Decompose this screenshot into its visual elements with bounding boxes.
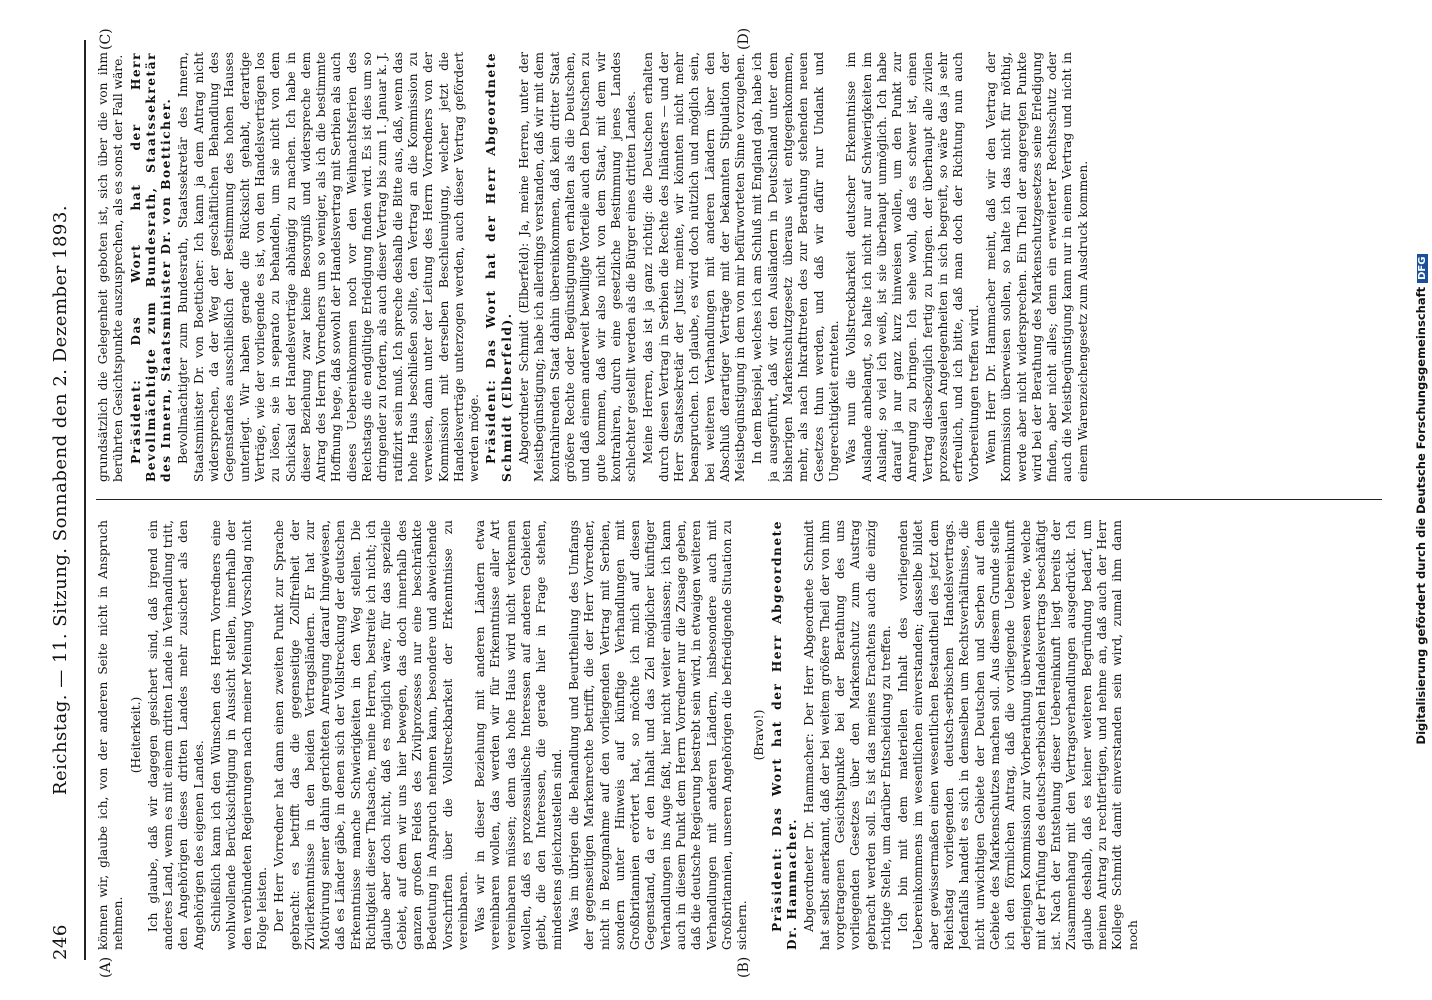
paragraph: Was wir in dieser Beziehung mit anderen Ländern etwa vereinbaren wollen, das werden wir für Erkenntnisse aller Art vereinbaren müssen; denn das hohe Haus wird nicht verkennen wollen, daß es prozessualische Interessen auf anderen Gebieten giebt, die den Interessen, die gerade hier in Frage stehen, mindestens gleichzustellen sind.: [473, 520, 564, 950]
running-head: [50, 40, 76, 960]
digitization-note: [1410, 8, 1432, 992]
paragraph: grundsätzlich die Gelegenheit geboten ist, sich über die von ihm berührten Gesichtspunkte auszusprechen, als es sonst der Fall wäre.: [96, 52, 126, 482]
speaker-announcement: Präsident: Das Wort hat der Herr Bevollmächtigte zum Bundesrath, Staatssekretär des Innern, Staatsminister Dr. von Boetticher.: [128, 52, 174, 482]
speech-paragraph: Ich bin mit dem materiellen Inhalt des vorliegenden Uebereinkommens im wesentlichen einverstanden; dasselbe bildet aber gewissermaßen einen wesentlichen Bestandtheil des jetzt dem Reichstag vorliegenden deutsch-serbischen Handelsvertrags. Jedenfalls handelt es sich in demselben um Rechtsverhältnisse, die nicht unwichtigen Gebiete der Deutschen und Serben auf dem Gebiete des Markenschutzes machen soll. Aus diesem Grunde stelle ich den förmlichen Antrag, daß die vorliegende Uebereinkunft derjenigen Kommission zur Vorberathung überwiesen werde, welche mit der Prüfung des deutsch-serbischen Handelsvertrags beschäftigt ist. Nach der Entstehung dieser Uebereinkunft liegt bereits der Zusammenhang mit den Vertragsverhandlungen ausgedrückt. Ich glaube deshalb, daß es keiner weiteren Begründung bedarf, um meinen Antrag zu rechtfertigen, und nehme an, daß auch der Herr Kollege Schmidt damit einverstanden sein wird, zumal ihm dann noch: [896, 520, 1140, 950]
header-rule: [84, 40, 86, 960]
right-column: [96, 52, 1382, 482]
paragraph: Was im übrigen die Behandlung und Beurtheilung des Umfangs der gegenseitigen Markenrechte betrifft, die der Herr Vorredner, nicht in Bezugnahme auf den vorliegenden Vertrag mit Serbien, sondern unter Hinweis auf künftige Verhandlungen mit Großbritannien erörtert hat, so möchte ich mich auf diesen Gegenstand, da er den Inhalt und das Ziel möglicher künftiger Verhandlungen ins Auge faßt, hier nicht weiter einlassen; ich kann auch in diesem Punkt dem Herrn Vorredner nur die Zusage geben, daß die deutsche Regierung bestrebt sein wird, in etwaigen weiteren Verhandlungen mit anderen Ländern, insbesondere auch mit Großbritannien, unseren Angehörigen die befriedigende Situation zu sichern.: [566, 520, 750, 950]
page-header-title: Reichstag. — 11. Sitzung. Sonnabend den 2. Dezember 1893.: [50, 204, 71, 796]
speaker-announcement: Präsident: Das Wort hat der Herr Abgeordnete Dr. Hammacher.: [769, 520, 800, 950]
interjection: (Bravo!): [752, 709, 767, 761]
paragraph: können wir, glaube ich, von der anderen Seite nicht in Anspruch nehmen.: [96, 520, 126, 950]
margin-mark-d: (D): [736, 27, 752, 50]
speech-paragraph: Was nun die Vollstreckbarkeit deutscher Erkenntnisse im Auslande anbelangt, so halte ich nicht nur auf Schwierigkeiten im Ausland; so viel ich weiß, ist sie überhaupt unmöglich. Ich habe darauf ja nur ganz kurz hinweisen wollen, um den Punkt zur Anregung zu bringen. Ich sehe wohl, daß es schwer ist, einen Vertrag diesbezüglich fertig zu bringen. der überhaupt alle zivilen prozessualen Angelegenheiten in sich begreift, so wäre das ja sehr erfreulich, und ich bitte, daß man doch der Richtung nun auch Vorbereitungen treffen wird.: [844, 52, 981, 482]
paragraph: Schließlich kann ich den Wünschen des Herrn Vorredners eine wohlwollende Berücksichtigung in Aussicht stellen, innerhalb der den verbündeten Regierungen nach meiner Meinung Vorschlag nicht Folge leisten.: [209, 520, 269, 950]
digitization-note-text: Digitalisierung gefördert durch die Deutsche Forschungsgemeinschaft: [1414, 286, 1428, 745]
column-divider: [96, 499, 1382, 500]
speech-paragraph: Meine Herren, das ist ja ganz richtig: die Deutschen erhalten durch diesen Vertrag in Serbien die Rechte des Inländers — und der Herr Staatssekretär der Justiz meinte, wir könnten nicht mehr beanspruchen. Ich glaube, es wird doch nützlich und möglich sein, bei weiteren Verhandlungen mit anderen Ländern über den Abschluß derartiger Verträge mit der bekannten Stipulation der Meistbegünstigung in dem von mir befürworteten Sinne vorzugehen.: [641, 52, 748, 482]
paragraph: Ich glaube, daß wir dagegen gesichert sind, daß irgend ein anderes Land, wenn es mit einem dritten Lande in Verhandlung tritt, den Angehörigen dieses dritten Landes mehr zusichert als den Angehörigen des eigenen Landes.: [145, 520, 206, 950]
margin-mark-c: (C): [98, 28, 114, 50]
margin-mark-a: (A): [98, 956, 114, 978]
interjection: (Heiterkeit.): [128, 696, 143, 774]
page-number: 246: [50, 924, 71, 960]
scanned-page: [36, 20, 1396, 980]
dfg-logo: DFG: [1417, 254, 1428, 283]
margin-mark-b: (B): [736, 956, 752, 978]
paragraph: Der Herr Vorredner hat dann einen zweiten Punkt zur Sprache gebracht: es betrifft das die gegenseitige Zollfreiheit der Zivilerkenntnisse in den beiden Vertragsländern. Er hat zur Motivirung seiner dahin gerichteten Anregung darauf hingewiesen, daß es Länder gäbe, in denen sich der Vollstreckung der deutschen Erkenntnisse manche Schwierigkeiten in den Weg stellen. Die Richtigkeit dieser Thatsache, meine Herren, bestreite ich nicht; ich glaube aber doch nicht, daß es möglich wäre, für das spezielle Gebiet, auf dem wir uns hier bewegen, das doch innerhalb des ganzen großen Feldes des Zivilprozesses nur eine beschränkte Bedeutung in Anspruch nehmen kann, besondere und abweichende Vorschriften über die Vollstreckbarkeit der Erkenntnisse zu vereinbaren.: [272, 520, 470, 950]
speech-paragraph: In dem Beispiel, welches ich am Schluß mit England gab, habe ich ja ausgeführt, daß wir den Ausländern in Deutschland unter dem bisherigen Markenschutzgesetz überaus weit entgegenkommen, mehr, als nach Inkrafttreten des zur Berathung stehenden neuen Gesetzes thun werden, und daß wir dafür nur Undank und Ungerechtigkeit ernteten.: [750, 52, 841, 482]
speech-paragraph: Abgeordneter Schmidt (Elberfeld): Ja, meine Herren, unter der Meistbegünstigung; habe ich allerdings verstanden, daß wir mit dem kontrahirenden Staat dahin übereinkommen, daß kein dritter Staat größere Rechte oder Begünstigungen erhalten als die Deutschen, und daß einem anderweit bewilligte Vorteile auch den Deutschen zu gute kommen, daß wir also nicht von dem Staat, mit dem wir kontrahiren, durch eine gesetzliche Bestimmung jenes Landes schlechter gestellt werden als die Bürger eines dritten Landes.: [517, 52, 639, 482]
left-column: [96, 520, 1382, 950]
speaker-announcement: Präsident: Das Wort hat der Herr Abgeordnete Schmidt (Elberfeld).: [484, 52, 514, 482]
speech-paragraph: Abgeordneter Dr. Hammacher: Der Herr Abgeordnete Schmidt hat selbst anerkannt, daß der bei weitem größere Theil der von ihm vorgetragenen Gesichtspunkte bei der Berathung des uns vorliegenden Gesetzes über den Markenschutz zum Austrag gebracht werden soll. Es ist das meines Erachtens auch die einzig richtige Stelle, um darüber Entscheidung zu treffen.: [802, 520, 893, 950]
speech-paragraph: Bevollmächtigter zum Bundesrath, Staatssekretär des Innern, Staatsminister Dr. von Boetticher: Ich kann ja dem Antrag nicht widersprechen, da der Weg der geschäftlichen Behandlung des Gegenstandes ausschließlich der Bestimmung des hohen Hauses unterliegt. Wir haben gerade die Rücksicht gehabt, derartige Verträge, wie der vorliegende es ist, von den Handelsverträgen los zu lösen, sie in separato zu behandeln, um sie nicht von dem Schicksal der Handelsverträge abhängig zu machen. Ich habe in dieser Beziehung zwar keine Besorgniß und widerspreche dem Antrag des Herrn Vorredners um so weniger, als ich die bestimmte Hoffnung hege, daß sowohl der Handelsvertrag mit Serbien als auch dieses Uebereinkommen noch vor den Weihnachtsferien des Reichstags die endgültige Erledigung finden wird. Es ist dies um so dringender zu fordern, als auch dieser Vertrag bis zum 1. Januar k. J. ratifizirt sein muß. Ich spreche deshalb die Bitte aus, daß, wenn das hohe Haus beschließen sollte, den Vertrag an die Kommission zu verweisen, dann unter der Leitung des Herrn Vorredners von der Kommission mit derselben Beschleunigung, welcher jetzt die Handelsverträge unterzogen werden, auch dieser Vertrag gefördert werden möge.: [176, 52, 482, 482]
speech-paragraph: Wenn Herr Dr. Hammacher meint, daß wir den Vertrag der Kommission überweisen sollen, so halte ich das nicht für nöthig, werde aber nicht widersprechen. Ein Theil der angeregten Punkte wird bei der Berathung des Markenschutzgesetzes seine Erledigung finden, aber nicht alles; denn ein erweiterter Rechtsschutz oder auch die Meistbegünstigung kann nur in einem Vertrag und nicht in einem Warenzeichengesetz zum Ausdruck kommen.: [983, 52, 1090, 482]
